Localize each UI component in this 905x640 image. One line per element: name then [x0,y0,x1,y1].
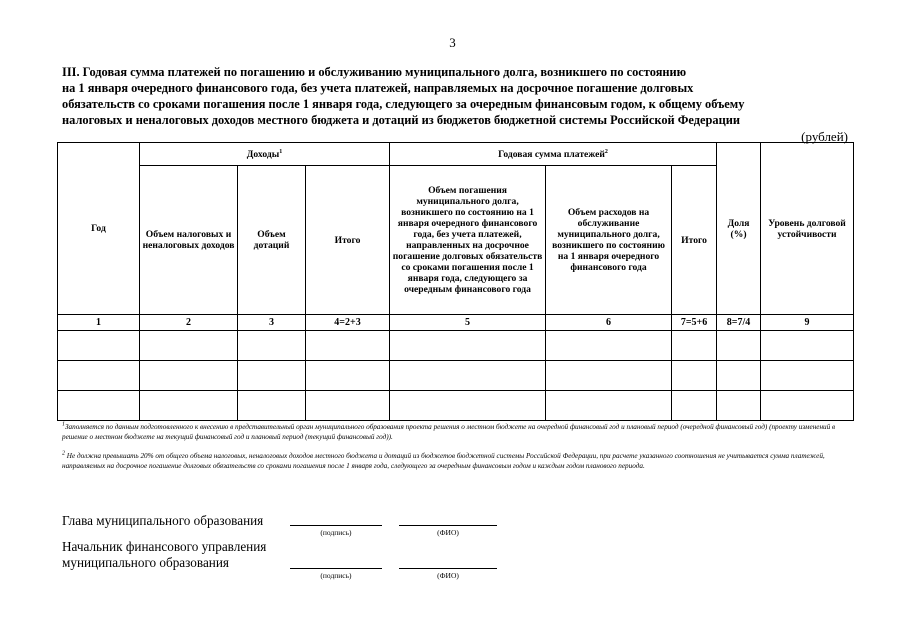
table-cell [238,361,306,391]
header-payments-total: Итого [672,166,717,315]
name-line [399,568,497,569]
table-group-header-row [58,143,854,166]
header-grants: Объем дотаций [238,166,306,315]
table-cell [140,361,238,391]
column-number: 2 [140,315,238,331]
footnote-mark: 1 [62,421,65,428]
header-repayment: Объем погашения муниципального долга, возникшего по состоянию на 1 января очередного финансового года, без учета платежей, направленных на досрочное погашение долговых обязательств со сроками погашения после 1 января года, следующего за очередным финансового года [390,166,546,315]
header-income-label: Доходы [246,148,280,160]
header-stability: Уровень долговой устойчивости [761,143,854,315]
table-cell [761,331,854,361]
footnote-mark: 2 [604,148,608,155]
column-number: 4=2+3 [306,315,390,331]
table-cell [546,331,672,361]
column-number: 3 [238,315,306,331]
column-number: 5 [390,315,546,331]
table-cell [140,331,238,361]
header-share: Доля (%) [717,143,761,315]
section-title-line: III. Годовая сумма платежей по погашению и обслуживанию муниципального долга, возникшего по состоянию [62,65,687,79]
table-row [58,331,854,361]
table-cell [306,391,390,421]
table-cell [58,361,140,391]
column-number: 1 [58,315,140,331]
table-cell [672,331,717,361]
table-cell [58,391,140,421]
table-cell [390,391,546,421]
footnote-1 [62,422,852,442]
header-service: Объем расходов на обслуживание муниципального долга, возникшего по состоянию на 1 января очередного финансового года [546,166,672,315]
column-number: 9 [761,315,854,331]
table-cell [140,391,238,421]
signature-caption: (подпись) [320,571,352,580]
name-caption: (ФИО) [437,528,459,537]
unit-note: (рублей) [801,129,848,144]
table-cell [761,361,854,391]
footnote-2 [62,451,852,471]
finance-head-signature-label [62,539,266,571]
table-cell [717,331,761,361]
name-caption: (ФИО) [437,571,459,580]
header-income-group [140,143,390,166]
header-payments-label: Годовая сумма платежей [498,148,605,160]
finance-head-label-line: Начальник финансового управления [62,539,267,554]
section-title [62,64,852,128]
header-year: Год [58,143,140,315]
table-cell [390,331,546,361]
table-cell [717,361,761,391]
table-cell [238,331,306,361]
signature-line [290,568,382,569]
column-number: 7=5+6 [672,315,717,331]
finance-head-label-line: муниципального образования [62,555,229,570]
table-cell [306,361,390,391]
table-cell [58,331,140,361]
table-column-numbers-row [58,315,854,331]
table-cell [672,391,717,421]
table-cell [672,361,717,391]
signature-caption: (подпись) [320,528,352,537]
table-row [58,361,854,391]
header-income-total: Итого [306,166,390,315]
section-title-line: на 1 января очередного финансового года, без учета платежей, направляемых на досрочное погашение долговых [62,81,694,95]
name-line [399,525,497,526]
head-signature-label: Глава муниципального образования [62,513,264,528]
table-cell [546,361,672,391]
column-number: 8=7/4 [717,315,761,331]
table-cell [390,361,546,391]
footnote-text: Не должна превышать 20% от общего объема налоговых, неналоговых доходов местного бюджета и дотаций из бюджетов бюджетной системы Российской Федерации, при расчете указанного соотношения не учитывается сумма платежей, направляемых на досрочное погашение долговых обязательств со сроками погашения после 1 января года, следующего за очередным финансовым годом и каждым годом планового периода. [62,452,825,470]
footnote-mark: 2 [62,450,65,457]
footnote-mark: 1 [279,148,283,155]
debt-payments-table [57,142,854,421]
header-tax-income: Объем налоговых и неналоговых доходов [140,166,238,315]
table-row [58,391,854,421]
table-cell [717,391,761,421]
column-number: 6 [546,315,672,331]
section-title-line: налоговых и неналоговых доходов местного бюджета и дотаций из бюджетов бюджетной системы Российской Федерации [62,113,741,127]
page-number: 3 [449,35,456,50]
header-payments-group [390,143,717,166]
section-title-line: обязательств со сроками погашения после 1 января года, следующего за очередным финансовым годом, к общему объему [62,97,745,111]
footnote-text: Заполняется по данным подготовленного к внесению в представительный орган муниципального образования проекта решения о местном бюджете на очередной финансовый год и плановый период (очередной финансовый год) (проекту изменений в решение о местном бюджете на текущий финансовый год и плановый период (текущий финансовый год)). [62,423,836,441]
table-cell [546,391,672,421]
table-cell [238,391,306,421]
table-cell [306,331,390,361]
table-cell [761,391,854,421]
signature-line [290,525,382,526]
